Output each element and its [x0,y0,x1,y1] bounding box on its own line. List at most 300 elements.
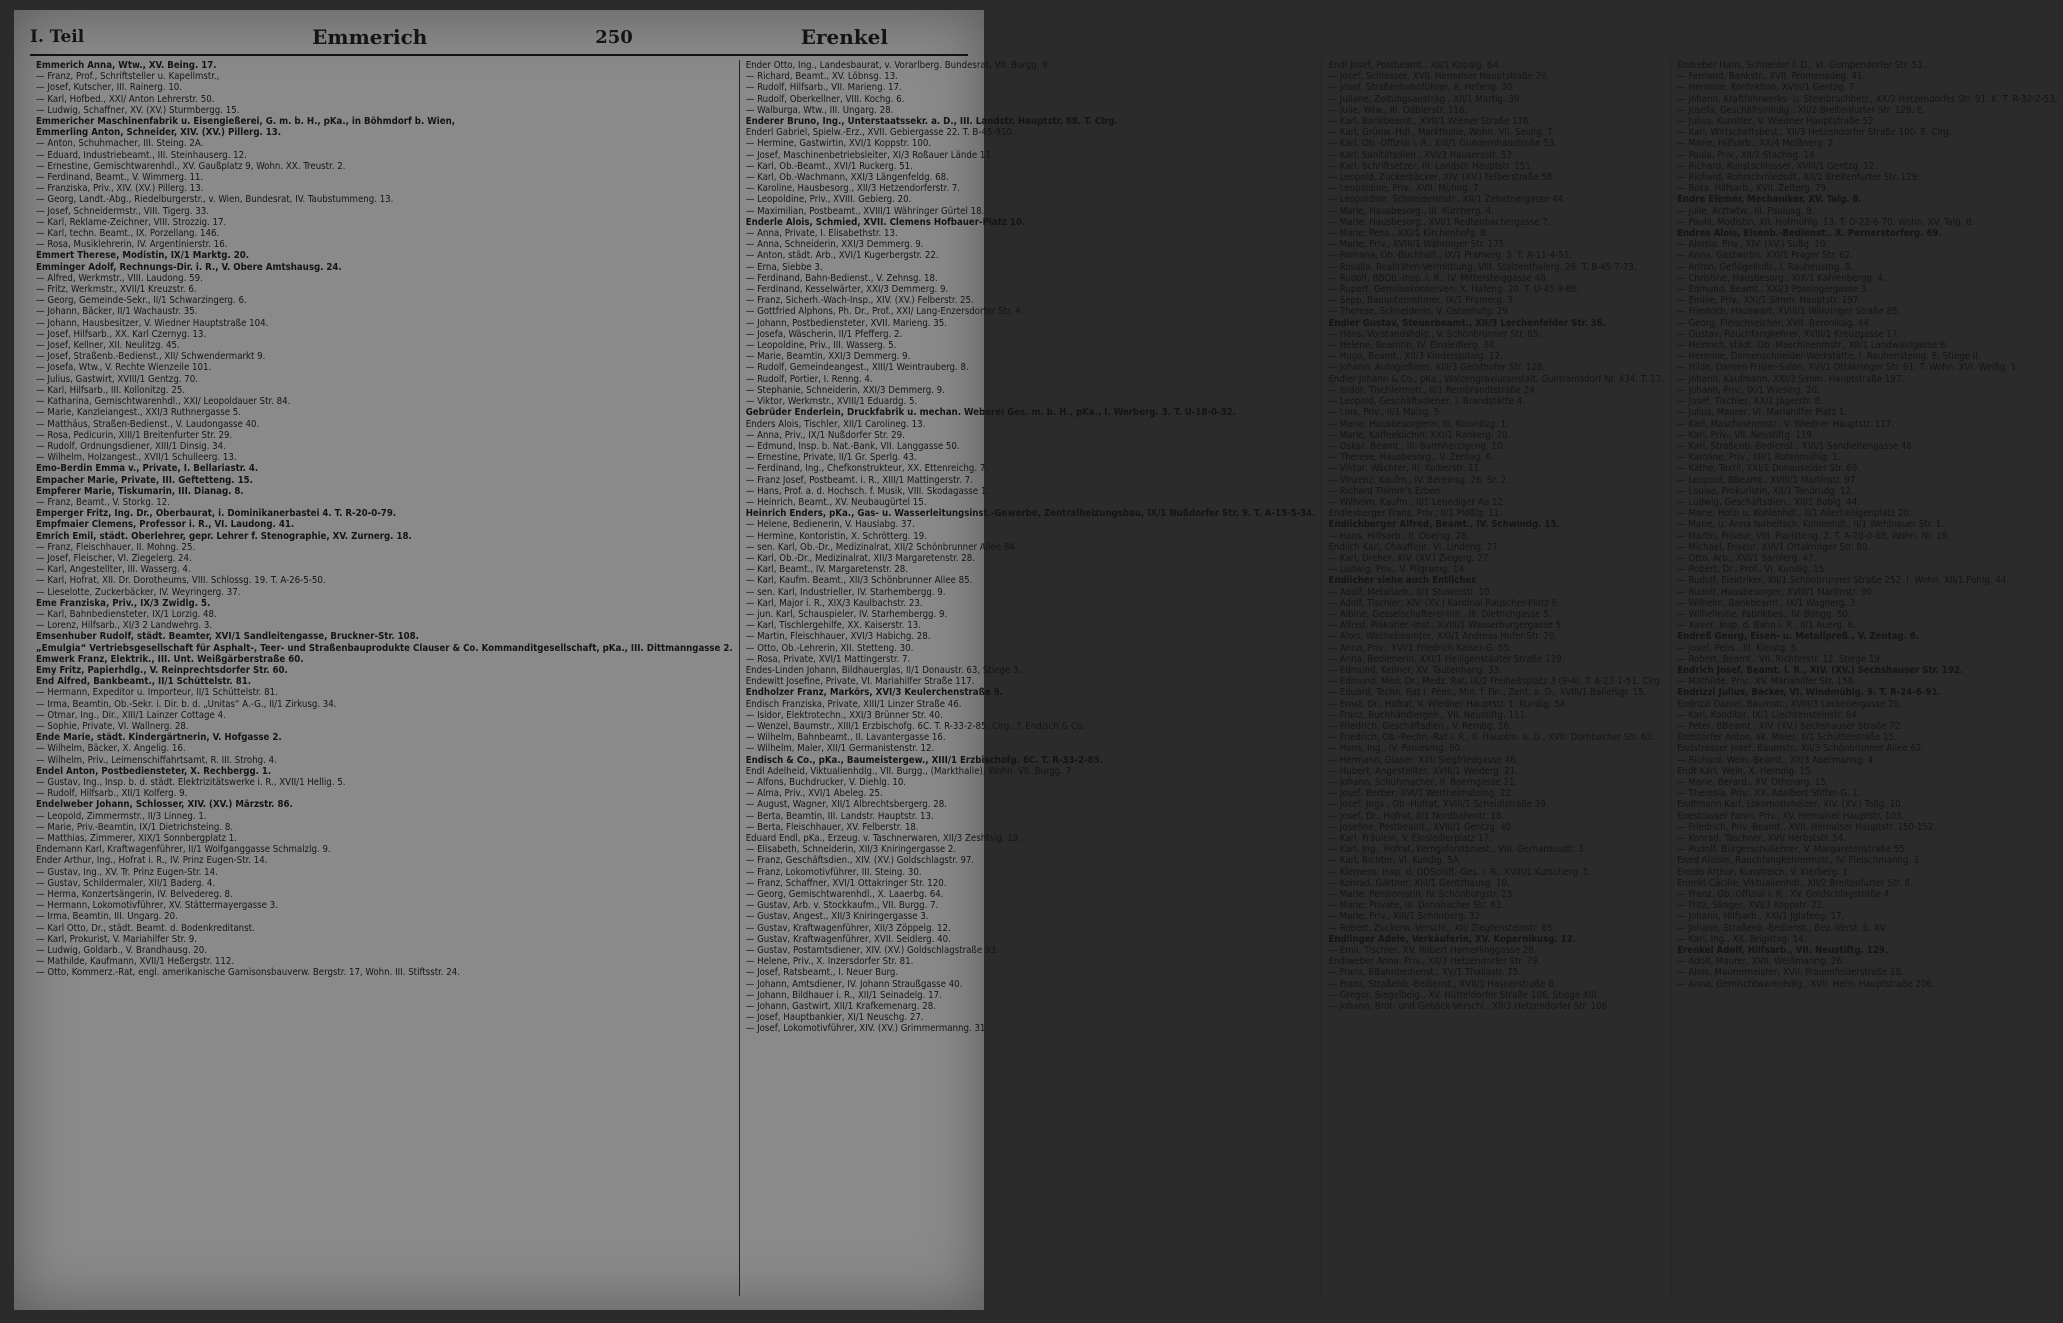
directory-entry: — Gustav, Kraftwagenführer, XII/3 Zöppelg. 12. [745,922,951,934]
directory-entry: Endrizzi Julius, Bäcker, VI. Windmühlg. 9. T. R-24-6-91. [1677,687,1941,699]
directory-entry: Eme Franziska, Priv., IX/3 Zwidlg. 5. [36,597,211,609]
directory-entry: — Gustav, Rauchfangkehrer, XVIII/1 Kreuzgasse 17. [1677,328,1900,340]
directory-entry: — Gregor, Siegelbeig., XV. Hütteldorfer Straße 106, Stiege XIII. [1328,989,1600,1001]
directory-entry: — Adolf, Maurer, XVII. Weißmanng. 26. [1677,956,1845,968]
directory-entry: — Johann, Priv., IX/1 Wiesing. 20. [1677,384,1820,396]
directory-entry: Emperger Fritz, Ing. Dr., Oberbaurat, i. Dominikanerbastei 4. T. R-20-0-79. [36,508,397,520]
directory-entry: — Hans, Vorstandshdlg., V. Schönbrunner Str. 85. [1328,328,1542,340]
directory-entry: — Karl, Dreher, XIV. (XV.) Ziegerg. 27. [1328,552,1491,564]
directory-entry: — sen. Karl, Industrieller, IV. Starhembergg. 9. [745,586,946,598]
directory-entry: — Josef, Tischler, XX/1 Jägerstr. 8. [1677,396,1823,408]
directory-entry: — Lorenz, Hilfsarb., XI/3 2 Landwehrg. 3. [36,620,213,632]
directory-entry: — Wilhelm, Holzangest., XVII/1 Schulleerg. 13. [36,452,237,464]
directory-entry: Emrich Emil, städt. Oberlehrer, gepr. Lehrer f. Stenographie, XV. Zurnerg. 18. [36,530,412,542]
directory-entry: Endholzer Franz, Markörs, XVI/3 Keulerchenstraße 9. [745,687,1003,699]
directory-entry: — Josef, Schlosser, XVII. Hernalser Hauptstraße 20. [1328,71,1550,83]
directory-entry: Gebrüder Enderlein, Druckfabrik u. mechan. Weberei Ges. m. b. H., pKa., I. Werberg. 3. T. U-18-0-32. [745,407,1236,419]
directory-entry: — Franziska, Priv., XIV. (XV.) Pillerg. 13. [36,183,204,195]
directory-entry: — Franz, Prof., Schriftsteller u. Kapellmstr., [36,71,220,83]
directory-entry: — Franz, Beamt., V. Storkg. 12. [36,496,171,508]
directory-entry: — Gustav, Schildermaler, XII/1 Baderg. 4. [36,877,216,889]
directory-entry: — Rudolf, Portier, I. Renng. 4. [745,373,873,385]
directory-entry: — Ernestine, Gemischtwarenhdl., XV. Gaußplatz 9, Wohn. XX. Treustr. 2. [36,160,346,172]
first-entry-keyword: Emmerich [312,25,428,49]
directory-entry: — Wenzel, Baumstr., XIII/1 Erzbischofg. 6C. T. R-33-2-85, Clrg., f. Endisch & Co. [745,720,1085,732]
directory-entry: — Leopold, Geschäftsdiener, I. Brandstätte 4. [1328,396,1525,408]
directory-entry: — Hilde, Damen-Frisier-Salon, XVI/1 Ottakringer Str. 61. T. Wohn. XVI. Weißg. 1. [1677,362,2019,374]
directory-entry: — Karoline, Hausbesorg., XII/3 Hetzendorferstr. 7. [745,183,961,195]
directory-entry: — Michael, Friseur, XVI/1 Ottakringer Str. 80. [1677,541,1871,553]
directory-entry: End Alfred, Bankbeamt., II/1 Schüttelstr. 81. [36,676,252,688]
directory-entry: — Georg, Fleischselcher, XVII. Beronikag. 44. [1677,317,1872,329]
directory-entry: — Julius, Gastwirt, XVIII/1 Gentzg. 70. [36,373,199,385]
directory-entry: — Josef, Hauptbankier, XI/1 Neuschg. 27. [745,1012,924,1024]
directory-entry: — Josef, Straßenb.-Bedienst., XII/ Schwendermarkt 9. [36,351,266,363]
directory-entry: — Georg, Gemischtwarenhdl., X. Laaerbg. 64. [745,889,944,901]
directory-entry: — Marie, u. Anna Isabeltsch, Kohlenhdl., II/1 Wehlnauer Str. 1. [1677,519,1945,531]
directory-entry: — Anna, Priv., XVI/1 Friedrich Kaiser-G. 55. [1328,642,1512,654]
directory-entry: — Johann, Gastwirt, XII/1 Krafkemenarg. 28. [745,1001,936,1013]
directory-entry: — Johann, Bildhauer i. R., XII/1 Seinadelg. 17. [745,989,942,1001]
directory-entry: — Ferdinand, Kesselwärter, XXI/3 Demmerg. 9. [745,284,949,296]
directory-entry: — Friedrich, Ob.-Rechn.-Rat i. R., II. Hauptm. a. D., XVII. Dornbacher Str. 63. [1328,732,1655,744]
directory-entry: — Franz, Sicherh.-Wach-Insp., XIV. (XV.) Felberstr. 25. [745,295,974,307]
directory-entry: Endt Karl, Wein, X. Herndlg. 15. [1677,765,1814,777]
directory-entry: — Isidor, Elektrotechn., XXI/3 Brünner Str. 40. [745,709,943,721]
directory-entry: — Anna, Bedienerin, XXI/1 Heiligenstädter Straße 129. [1328,653,1565,665]
directory-entry: — Louise, Prokuristin, XII/1 Tandrudg. 12. [1677,485,1854,497]
column-1 [30,60,739,1296]
directory-entry: Empferer Marie, Tiskumarin, III. Dianag. 8. [36,485,244,497]
directory-entry: — Ferdinand, Beamt., V. Wimmerg. 11. [36,172,204,184]
directory-entry: Heinrich Enders, pKa., Gas- u. Wasserleitungsinst.-Gewerbe, Zentralheizungsbau, IX/1 Nußdorfer Str. 9. T. A-15-5-34. [745,508,1316,520]
directory-entry: — Karl, Hilfsarb., III. Kollonitzg. 25. [36,384,186,396]
last-entry-keyword: Erenkel [800,25,888,49]
directory-entry: — Therese, Hausbesorg., V. Zentag. 6. [1328,452,1494,464]
directory-entry: Enestrasser Fanni, Priv., XV. Hernalser Hauptstr. 103. [1677,810,1905,822]
directory-entry: — Julie, Arztwtw., III. Paulusg. 8. [1677,205,1815,217]
directory-entry: — Rosa, Private, XVI/1 Mattingerstr. 7. [745,653,911,665]
directory-entry: — Gustav, Angest., XII/3 Kniringergasse 3. [745,911,929,923]
directory-entry: — Richard, Kunstschlosser, XVIII/1 Gentzg. 12. [1677,160,1878,172]
directory-entry: — Herma, Konzertsängerin, IV. Belvedereg. 8. [36,889,233,901]
directory-entry: Ender Otto, Ing., Landesbaurat, v. Vorarlberg. Bundesrat, VII. Burgg. 9. [745,60,1051,71]
directory-entry: — Johann, Brot- und Gebäck-Verschl., XII/3 Hetzendorfer Str. 106. [1328,1001,1610,1013]
directory-entry: — Rudolf, Hilfsarb., VII. Marieng. 17. [745,82,902,94]
directory-entry: — Johann, Postbediensteter, XVII. Marieng. 35. [745,317,948,329]
directory-entry: Endel Anton, Postbediensteter, X. Rechbergg. 1. [36,765,272,777]
directory-entry: — August, Wagner, XII/1 Albrechtsbergerg. 28. [745,799,947,811]
directory-entry: — Leopoldine, Priv., XVII. Mühng. 7. [1328,183,1482,195]
directory-entry: — Edmund, Kellner, XV. Tautenhang. 33. [1328,664,1502,676]
directory-entry: Emwerk Franz, Elektrik., III. Unt. Weißgärberstraße 60. [36,653,304,665]
directory-entry: — Alfons, Buchdrucker, V. Diehlg. 10. [745,777,907,788]
directory-entry: — Leopold, Zuckerbäcker, XIV. (XV.) Felberstraße 58. [1328,172,1556,184]
directory-entry: — Lina, Priv., II/1 Malzg. 5. [1328,407,1442,419]
directory-entry: — Karl, Major i. R., XIX/3 Kaulbachstr. 23. [745,597,923,609]
directory-entry: — Franz, Ob.-Offizial i. R., XV. Goldschlagstraße 4. [1677,889,1892,901]
directory-entry: — Josef, Kutscher, III. Rainerg. 10. [36,82,183,94]
directory-entry: — Karl, Ob.-Dr., Medizinalrat, XII/3 Margaretenstr. 28. [745,552,975,564]
directory-entry: — Wilhelm, Bäcker, X. Angelig. 16. [36,743,186,755]
directory-entry: — Alma, Priv., XVI/1 Abeleg. 25. [745,788,883,800]
directory-entry: — Johann, Straßenb.-Bedienst., Bez.-Verst. b. XV. [1677,922,1888,934]
directory-entry: — Wilhelm, Bahnbeamt., II. Lavantergasse 16. [745,732,946,744]
directory-entry: — Emil, Tischler, XV. Robert Hamerlinggasse 28. [1328,945,1537,957]
directory-entry: — Viktor, Wächter, III. Kolberstr. 11. [1328,463,1482,475]
directory-entry: — Karl, Sanitätsdien., XVI/3 Hausersstr. 53. [1328,149,1515,161]
directory-entry: — Anna, Priv., IX/1 Nußdorfer Str. 29. [745,429,905,441]
directory-entry: — Hugo, Beamt., XII/3 Kinderspitalg. 12. [1328,351,1503,363]
directory-entry: — Marie, Kanzleiangest., XXI/3 Ruthnergasse 5. [36,407,241,419]
directory-entry: — Hermine, Kontoristin, X. Schrötterg. 19. [745,530,927,542]
directory-entry: — Josef, Maschinenbetriebsleiter, XI/3 Roßauer Lände 11. [745,149,994,161]
directory-entry: Emmericher Maschinenfabrik u. Eisengießerei, G. m. b. H., pKa., in Böhmdorf b. Wien, [36,116,456,128]
directory-entry: — Friedrich, Hauswart, XVIII/1 Währinger Straße 85. [1677,306,1901,318]
directory-entry: — Mathilde, Priv., XV. Mariahilfer Str. 158. [1677,676,1856,688]
directory-entry: — Josefa, Wäscherin, II/1 Pfefferg. 2. [745,328,903,340]
directory-entry: — Hans, Hilfsarb., II. Obersg. 28. [1328,530,1470,542]
directory-entry: — Gustav, Arb. v. Stockkaufm., VII. Burgg. 7. [745,900,939,912]
directory-entry: Endreß Georg, Eisen- u. Metallpreß., V. Zentag. 6. [1677,631,1920,643]
directory-entry: — Josef, Kellner, XII. Neulitzg. 45. [36,340,180,352]
directory-entry: — Marie, Berard., XV. Othmarg. 15. [1677,777,1829,788]
directory-entry: — Wilhelm, Bankbeamt., IX/1 Wagnerg. 3. [1677,597,1859,609]
directory-entry: — Irma, Beamtin, Ob.-Sekr. i. Dir. b. d. „Unitas“ A.-G., II/1 Zirkusg. 34. [36,698,337,710]
directory-entry: — Fernand, Bankstr., XVII. Promenadeg. 41. [1677,71,1866,83]
directory-entry: — Rosa, Pedicurin, XIII/1 Breitenfurter Str. 29. [36,429,233,441]
directory-entry: Endstorfer Anton, ak. Maler, II/1 Schüttelstraße 15. [1677,732,1897,744]
directory-entry: — Leopold, Zimmermstr., II/3 Linneg. 1. [36,810,207,822]
directory-entry: — Hermann, Lokomotivführer, XV. Stättermayergasse 3. [36,900,278,912]
directory-entry: — Marie, Private, III. Donabacher Str. 63. [1328,900,1504,912]
directory-entry: — Hermann, Glaser, XXI/ Siegfriedgasse 48. [1328,754,1519,766]
directory-entry: — Romana, Ob.-Buchhalt., IX/1 Pramerg. 3. T. A-11-4-51. [1328,250,1573,262]
directory-entry: — Marie, Beamtin, XXI/3 Demmerg. 9. [745,351,911,363]
directory-entry: Emminger Adolf, Rechnungs-Dir. i. R., V. Obere Amtshausg. 24. [36,261,342,273]
directory-entry: — Marie, Holz- u. Kohlenhdl., II/1 Allerheiligenplatz 20. [1677,508,1912,520]
directory-entry: — Martin, Friseur, VIII. Piaristeng. 2. T. A-20-0-68, Wohn. Nr. 19. [1677,530,1950,542]
directory-entry: Endler Johann & Co., pKa., Walzengraviuranstalt, Guntramsdorf Nr. 434. T. 17. [1328,373,1665,385]
directory-entry: — Irma, Beamtin, III. Ungarg. 20. [36,911,178,923]
directory-entry: — Therese, Schneiderin, V. Ostenhofg. 29. [1328,306,1511,318]
directory-entry: — Friedrich, Priv.-Beamt., XVII. Hernalser Hauptstr. 150-152. [1677,821,1937,833]
directory-entry: — Karl, Beamt., IV. Margaretenstr. 28. [745,564,908,576]
directory-entry: — Fritz, Werkmstr., XVII/1 Kreuzstr. 6. [36,284,197,296]
directory-entry: — Rudolf, BBOb.-Insp. i. R., IV. Mittersteiggasse 48. [1328,272,1549,284]
directory-entry: Endisch & Co., pKa., Baumeistergew., XIII/1 Erzbischofg. 6C. T. R-33-2-85. [745,754,1103,766]
directory-entry: „Emulgia“ Vertriebsgesellschaft für Asphalt-, Teer- und Straßenbauprodukte Clauser & Co. Kommanditgesellschaft, pKa., III. Dittmanngasse 2. [36,642,733,654]
directory-entry: — Sophie, Private, VI. Wallnerg. 28. [36,720,189,732]
directory-entry: — Hubert, Angestellter, XVIII/1 Weiderg. 21. [1328,765,1518,777]
directory-entry: Emmerich Anna, Wtw., XV. Being. 17. [36,60,217,71]
directory-entry: Endlesberger Franz, Priv., II/1 Plößlg. 11. [1328,508,1503,520]
directory-entry: — Marie, Kaffeeköchin, XXI/1 Rankerg. 20. [1328,429,1511,441]
directory-entry: Endisch Franziska, Private, XIII/1 Linzer Straße 46. [745,698,962,710]
directory-entry: — Karl, Reklame-Zeichner, VIII. Strozzig. 17. [36,216,227,228]
directory-entry: — Ferdinand, Ing., Chefkonstrukteur, XX. Ettenreichg. 7. [745,463,989,475]
directory-entry: — Karl, Wirtschaftsbest., XII/3 Hetzendorfer Straße 100. E. Clrg. [1677,127,1952,139]
directory-entry: — Leopoldine, Priv., III. Wasserg. 5. [745,340,897,352]
directory-entry: — Wilhelm, Kaufm., II/1 Lenediger Au 12. [1328,496,1506,508]
directory-entry: — Karl, Ob.-Offizial i. R., XIII/1 Gundernhaustraße 53. [1328,138,1557,150]
entry-columns [30,60,2058,1296]
directory-entry: — Karl, techn. Beamt., IX. Porzellang. 146. [36,228,220,240]
directory-entry: Endemann Karl, Kraftwagenführer, II/1 Wolfganggasse Schmalzlg. 9. [36,844,331,856]
directory-entry: — Gustav, Ing., XV. Tr. Prinz Eugen-Str. 14. [36,866,218,878]
directory-entry: — Rosa, Musiklehrerin, IV. Argentinierstr. 16. [36,239,228,251]
directory-entry: — Karl, Ob.-Wachmann, XXI/3 Längenfeldg. 68. [745,172,949,184]
directory-entry: Endstrasser Josef, Baumstr., XII/3 Schönbrunner Allee 62. [1677,743,1925,755]
directory-entry: — Anna, Gemischtwarenhdlg., XVII. Hern. Hauptstraße 206. [1677,978,1935,990]
directory-entry: — Karl, Ob.-Beamt., XVI/1 Ruckerg. 51. [745,160,913,172]
directory-entry: — Edmund, Med. Dr., Medz. Rat, IX/2 Freiheitsplatz 3 (9-4). T. A-23-1-51. Clrg. [1328,676,1663,688]
directory-entry: — Franz Josef, Postbeamt. i. R., XIII/1 Mattingerstr. 7. [745,474,973,486]
directory-entry: — Aloisia, Priv., XIV. (XV.) Sußg. 10. [1677,239,1829,251]
directory-entry: Endlicher siehe auch Entlicher. [1328,575,1478,587]
directory-entry: — Josef, Straßenbahnführer, X. Hefeng. 30. [1328,82,1515,94]
directory-entry: — Anna, Private, I. Elisabethstr. 13. [745,228,898,240]
directory-entry: — Erna, Siebbe 3. [745,261,823,273]
directory-entry: — Franz, Geschäftsdien., XIV. (XV.) Goldschlagstr. 97. [745,855,975,867]
directory-entry: — Richard, Wein.-Beamt., XII/3 Abermanng. 4. [1677,754,1876,766]
directory-entry: — Josefine, Postbeamt., XVIII/1 Gentzg. 40. [1328,821,1514,833]
directory-entry: — Albine, Gesselschafterei-Inh., III. Dietrichgasse 5. [1328,608,1552,620]
directory-entry: — Franz, Straßenb.-Bedienst., XVII/1 Hasnerstraße 8. [1328,978,1557,990]
directory-entry: — Karl, Hofbed., XXI/ Anton Lehrerstr. 50. [36,93,215,105]
directory-entry: — Franz, BBahnbedienst., XV/1 Thaliastr. 75. [1328,967,1521,979]
directory-entry: — Maximilian, Postbeamt., XVIII/1 Währinger Gürtel 18. [745,205,985,217]
directory-entry: — Katharina, Gemischtwarenhdl., XXI/ Leopoldauer Str. 84. [36,396,291,408]
directory-entry: — Ernestine, Private, II/1 Gr. Sperlg. 43. [745,452,917,464]
directory-entry: — Elisabeth, Schneiderin, XII/3 Kniringergasse 2. [745,844,957,856]
directory-entry: — Franz, Fleischhauer, II. Mohng. 25. [36,541,196,553]
directory-entry: — Vinzenz, Kaufm., IV. Bereinsg. 26. Sr. 2. [1328,474,1509,486]
directory-entry: — Josefa, Wtw., V. Rechte Wienzeile 101. [36,362,212,374]
directory-entry: — Gustav, Ing., Insp. b. d. städt. Elektrizitätswerke i. R., XVII/1 Hellig. 5. [36,777,346,788]
directory-entry: — Karl, Maschinenmstr., V. Wiedner Hauptstr. 117. [1677,418,1895,430]
directory-entry: — Karoline, Priv., XII/1 Rotenmühlg. 1. [1677,452,1841,464]
directory-entry: — Ludwig, Geschäftsdien., XII/1 Bobig. 44. [1677,496,1861,508]
directory-entry: — Gottfried Alphons, Ph. Dr., Prof., XXI/ Lang-Enzersdorfer Str. 4. [745,306,1024,318]
directory-entry: — Xaver, Insp. d. Bahn i. R., II/1 Auerg. 6. [1677,620,1856,632]
directory-entry: — Otto, Kommerz.-Rat, engl. amerikanische Garnisonsbauverw. Bergstr. 17, Wohn. III. Stiftsstr. 24. [36,967,460,979]
directory-entry: — Johann, Kraftfahrwerks- u. Steinbruchbetr., XX/2 Hetzendorfer Str. 91. K. T. R-32-2-53. [1677,93,2058,105]
header-rule [30,54,968,56]
directory-entry: — Hermine, Gastwirtin, XVI/1 Koppstr. 100. [745,138,932,150]
directory-entry: Endlichberger Alfred, Beamt., IV. Schwindg. 15. [1328,519,1560,531]
directory-entry: — Georg, Landt.-Abg., Riedelburgerstr., v. Wien, Bundesrat, IV. Taubstummeng. 13. [36,194,394,206]
directory-entry: — Marie, Priv., XIII/1 Schönberg. 32. [1328,911,1483,923]
directory-entry: Enedo Arthur, Kunstreich, V. Kierberg. 1. [1677,866,1851,878]
directory-entry: — Hans, Prof. a. d. Hochsch. f. Musik, VIII. Skodagasse 1. [745,485,990,497]
directory-entry: — Eduard, Techn. Rat i. Pens., Min. f. Fin., Zent. a. D., XVIII/1 Ballefsgr. 15. [1328,687,1647,699]
column-2 [739,60,1322,1296]
directory-entry: — Ludwig, Priv., V. Pilgramg. 14. [1328,564,1467,576]
directory-entry: — Berta, Fleischhauer, XV. Felberstr. 18. [745,821,919,833]
directory-entry: — Rudolf, Hilfsarb., XII/1 Kolferg. 9. [36,788,188,800]
directory-entry: — Anton, Schuhmacher, III. Steing. 2A. [36,138,204,150]
directory-entry: — Gustav, Kraftwagenführer, XVII. Seidlerg. 40. [745,933,951,945]
directory-entry: — Anton, Geflügelhdlr., I. Rauheustng. 8. [1677,261,1854,273]
directory-entry: — Josef, Hilfsarb., XX. Karl Czernyg. 13. [36,328,207,340]
directory-entry: — Ernst, Dr., Hofrat, V. Wiedner Hauptstr. 1. Kundig. 5A. [1328,698,1569,710]
directory-entry: — Alois, Wachebeamter, XXI/1 Andreas Hofer-Str. 20. [1328,631,1558,643]
directory-entry: — Josef, Dr., Hofrat, II/1 Nordbahnstr. 18. [1328,810,1505,822]
directory-entry: — Anton, städt. Arb., XVI/1 Kugerbergstr. 22. [745,250,939,262]
directory-entry: — Christine, Hausbesorg., XIX/1 Kahlenbergg. 4. [1677,272,1886,284]
directory-entry: — Karl, Bankbeamt., XVII/1 Wiener Straße 176. [1328,116,1532,128]
directory-entry: — Franz, Lokomotivführer, III. Steing. 30. [745,866,922,878]
directory-entry: — Karl, Straßenb.-Bedienst., XVI/1 Sandleitengasse 48. [1677,440,1915,452]
directory-entry: — Marie, Hausbesorgerin, III. Kolonitzg. 1. [1328,418,1509,430]
directory-entry: — Julius, Kunstler, V. Wiedner Hauptstraße 52. [1677,116,1877,128]
directory-entry: — Hans, Ing., IV. Paniesrng. 60. [1328,743,1463,755]
directory-entry: — Johann, Amtsdiener, IV. Johann Straußgasse 40. [745,978,963,990]
directory-entry: — Karl, Kaufm. Beamt., XII/3 Schönbrunner Allee 85. [745,575,973,587]
directory-entry: — Karl, Bahnbediensteter, IX/1 Lorzig. 48. [36,608,217,620]
directory-entry: — Helene, Beamtin, IV. Einsiedlerg. 34. [1328,340,1497,352]
directory-entry: — Friedrich, Geschäftsdien., V. Rembg. 16. [1328,720,1512,732]
directory-entry: — Anna, Schneiderin, XXI/3 Demmerg. 9. [745,239,924,251]
directory-entry: — Josef, Fleischer, VI. Ziegelerg. 24. [36,552,192,564]
directory-entry: — Johann, Autogießerei, XIII/3 Gersthofer Str. 128. [1328,362,1546,374]
directory-entry: — Karl, Ing., XX. Brigittag. 14. [1677,933,1807,945]
directory-entry: — Karl, Fräulein, V. Einsiedlerplatz 17. [1328,833,1492,845]
directory-entry: — Ludwig, Goldarb., V. Brandhausg. 20. [36,945,208,957]
directory-entry: Endler Gustav, Steuerbeamt., XII/3 Lerchenfelder Str. 36. [1328,317,1606,329]
directory-entry: — Robert, Dr., Prof., VI. Kundig. 15. [1677,564,1827,576]
directory-entry: — Peter, BBeamt., XIV. (XV.) Sechshauser Straße 72. [1677,720,1903,732]
directory-entry: — Karl, Angestellter, III. Wasserg. 4. [36,564,191,576]
directory-entry: — Juliane, Zeitungsausträg., XII/1 Martig. 39. [1328,93,1523,105]
directory-entry: Ender Arthur, Ing., Hofrat i. R., IV. Prinz Eugen-Str. 14. [36,855,268,867]
directory-entry: — Rosa, Hilfsarb., XVII. Zelterg. 79. [1677,183,1829,195]
directory-entry: Ende Marie, städt. Kindergärtnerin, V. Hofgasse 2. [36,732,282,744]
directory-entry: — Emilie, Priv., XXI/1 Simm. Hauptstr. 197. [1677,295,1861,307]
directory-entry: — Karl, Hofrat, XII. Dr. Dorotheums, VIII. Schlossg. 19. T. A-26-5-50. [36,575,326,587]
directory-entry: Empfmaier Clemens, Professor i. R., VI. Laudong. 41. [36,519,295,531]
directory-entry: Endrizzi Daniel, Baumstr., XVIII/3 Lackenergasse 20. [1677,698,1902,710]
directory-entry: — Marie, Hausbesorg., XVI/1 Redtenbachergasse 7. [1328,216,1551,228]
directory-entry: — Karl, Schriftsetzer, III. Landstr. Hauptstr. 151. [1328,160,1534,172]
directory-entry: — Rupert, Gemüsekonserven, X. Hafeng. 20. T. U-45-9-86. [1328,284,1580,296]
directory-entry: — Anna, Gastwirtin, XXI/1 Prager Str. 62. [1677,250,1853,262]
directory-entry: — Oskar, Beamt., III. Barmherzigeng. 10. [1328,440,1506,452]
directory-entry: — Otto, Ob.-Lehrerin, XII. Stetteng. 30. [745,642,914,654]
directory-entry: Endlinger Adele, Verkäuferin, XV. Kopernikusg. 12. [1328,933,1577,945]
directory-entry: — Karl, Grünw.-Hdl., Markthalle, Wohn. VII. Seidlg. 7. [1328,127,1556,139]
directory-entry: — Klemens, Insp. d. DDSchiff.-Ges. i. R., XVIII/1 Kutscherg. 1. [1328,866,1592,878]
directory-entry: — Marie, Priv.-Beamtin, IX/1 Dietrichsteing. 8. [36,821,234,833]
directory-entry: — Richard Thimm's Erben. [1328,485,1443,497]
directory-entry: — Adolf, Metallarb., II/1 Stuwerstr. 10. [1328,586,1493,598]
directory-entry: — Adolf, Tischler, XIV. (XV.) Kardinal Rauscher-Platz 6. [1328,597,1560,609]
directory-entry: — Fritz, Sänger, XVI/3 Koppstr. 22. [1677,900,1825,912]
directory-entry: — Rosalia, Realitäten-Vermittlung, VIII. Stolzenthalerg. 26. T. B-45-7-73. [1328,261,1637,273]
directory-entry: — Franz, Schaffner, XVI/1 Ottakringer Str. 120. [745,877,947,889]
directory-page [14,10,2058,1310]
directory-entry: — Marie, Hausbesorg., III. Kürcherg. 4. [1328,205,1494,217]
directory-entry: — Johann, Bäcker, II/1 Wachaustr. 35. [36,306,198,318]
column-4 [1670,60,2063,1296]
directory-entry: — Gustav, Postamtsdiener, XIV. (XV.) Goldschlagstraße 93. [745,945,999,957]
directory-entry: — Georg, Gemeinde-Sekr., II/1 Schwarzingerg. 6. [36,295,247,307]
directory-entry: Endtmann Karl, Lokomotivheizer, XIV. (XV.) Toßg. 10. [1677,799,1904,811]
directory-entry: — Franz, Buchhändlergeh., VII. Neustiftg. 111. [1328,709,1528,721]
directory-entry: — Josef, Jngs., Ob.-Hofrat, XVIII/1 Scheidlstraße 39. [1328,799,1549,811]
directory-entry: — Josef, Berber, XVI/1 Wertheimsteing. 22. [1328,788,1514,800]
directory-entry: — Isidor, Tischlermstr., II/1 Rembrandtstraße 24. [1328,384,1538,396]
directory-entry: — Ferdinand, Bahn-Bedienst., V. Zehnsg. 18. [745,272,938,284]
directory-entry: — Josef, Schneidermstr., VIII. Tigerg. 33. [36,205,209,217]
part-label: I. Teil [30,27,85,47]
directory-entry: — Karl, Jng., Hofrat, Kerngsforstbriest., VIII. Gerhardusstr. 3. [1328,844,1587,856]
directory-entry: — sen. Karl, Ob.-Dr., Medizinalrat, XII/2 Schönbrunner Allee 84. [745,541,1018,553]
directory-entry: — Karl, Prokurist, V. Mariahilfer Str. 9. [36,933,197,945]
directory-entry: Emmert Therese, Modistin, IX/1 Marktg. 20. [36,250,250,262]
directory-entry: — Helene, Priv., X. Inzersdorfer Str. 81. [745,956,914,968]
directory-entry: — Leopoldine, Schneidermstr., XII/1 Zehetnergasse 44. [1328,194,1566,206]
directory-entry: — Edmund, Insp. b. Nat.-Bank, VII. Langgasse 50. [745,440,960,452]
directory-entry: — Josef, Ratsbeamt., I. Neuer Burg. [745,967,899,979]
directory-entry: — Paula, Modistin, XII. Hofmühlg. 13. T. D-22-6-70, Wohn. XV. Talg. 8. [1677,216,1975,228]
directory-entry: — Theresia, Priv., XX. Adalbert Stifter-G. 1. [1677,788,1861,800]
directory-entry: Enderle Alois, Schmied, XVII. Clemens Hofbauer-Platz 10. [745,216,1026,228]
directory-entry: — Konrad, Gärtner, XIII/1 Gentzhausg. 10. [1328,877,1510,889]
directory-entry: — Johann, Schuhmacher, II. Boerngasse 21. [1328,777,1518,788]
directory-entry: — Berta, Beamtin, III. Landstr. Hauptstr. 13. [745,810,934,822]
directory-entry: — Martin, Fleischhauer, XVI/3 Habichg. 28. [745,631,931,643]
directory-entry: — Alfred, Plakatier.-Inst., XVIII/1 Wasserburgergasse 5. [1328,620,1564,632]
directory-entry: — Rudolf, Gemeindeangest., XIII/1 Weintrauberg. 8. [745,362,969,374]
directory-entry: — Johann, Hilfsarb., XXI/1 Jglafeeg. 17. [1677,911,1845,923]
page-header [30,22,968,52]
directory-entry: — Lieselotte, Zuckerbäcker, IV. Weyringerg. 37. [36,586,241,598]
directory-entry: — Josef, Pens., III. Kleistg. 5. [1677,642,1799,654]
directory-entry: — Rudolf, Bürgerschullehrer, V. Margaretenstraße 55. [1677,844,1908,856]
directory-entry: — Rudolf, Hausbesorger, XVIII/1 Martinstr. 90. [1677,586,1875,598]
directory-entry: Endl Adelheid, Viktualienhdlg., VII. Burgg., (Markthalle), Wohn. VII. Burgg. 7. [745,765,1074,777]
directory-entry: Emsenhuber Rudolf, städt. Beamter, XVI/1 Sandleitengasse, Bruckner-Str. 108. [36,631,419,643]
directory-entry: — Marie, Pensionistin, IV. Schönburgstr. 23. [1328,889,1515,901]
directory-entry: — Marie, Hilfsarb., XX/4 Meißnerg. 2. [1677,138,1837,150]
directory-entry: Ened Aloisie, Rauchfangkehrermstr., IV. Fleischmanng. 1. [1677,855,1923,867]
directory-entry: — Johann, Kaufmann, XXI/3 Simm. Hauptstraße 197. [1677,373,1905,385]
directory-entry: — Eduard, Industriebeamt., III. Steinhauserg. 12. [36,149,247,161]
directory-entry: — Karl, Tischlergehilfe, XX. Kaiserstr. 13. [745,620,921,632]
directory-entry: — Wilhelm, Maler, XII/1 Germanistenstr. 12. [745,743,935,755]
directory-entry: — Julie, Wtw., III. Odbierstr. 116. [1328,104,1468,116]
directory-entry: — Mathilde, Kaufmann, XVII/1 Heßergstr. 112. [36,956,235,968]
directory-entry: Enenkl Cäcilie, Viktualienhdl., XII/2 Breitenfurter Str. 8. [1677,877,1913,889]
directory-entry: — Karl, Richter, VI. Kundig. 5A. [1328,855,1462,867]
directory-entry: — Johann, Hausbesitzer, V. Wiedner Hauptstraße 104. [36,317,269,329]
directory-entry: — Heinrich, Beamt., XV. Neubaugürtel 15. [745,496,927,508]
directory-entry: — Otto, Arb., XVI/1 Samlerg. 47. [1677,552,1817,564]
directory-entry: — Sepp, Bauunternehmer, IX/1 Pramerg. 3. [1328,295,1516,307]
directory-entry: — Matthäus, Straßen-Bedienst., V. Laudongasse 40. [36,418,260,430]
directory-entry: Endre Elemér, Mechaniker, XV. Talg. 8. [1677,194,1862,206]
directory-entry: Erenkel Adolf, Hilfsarb., VII. Neustiftg. 129. [1677,945,1889,957]
directory-entry: — Hermine, Konfektion, XVIII/1 Gentzg. 7. [1677,82,1858,94]
directory-entry: — Matthias, Zimmerer, XIX/1 Sonnbergplatz 1. [36,833,238,845]
directory-entry: Enderer Bruno, Ing., Unterstaatssekr. a. D., III. Landstr. Hauptstr. 88. T. Clrg. [745,116,1118,128]
directory-entry: Endrich Josef, Beamt. i. R., XIV. (XV.) Sechshauser Str. 192. [1677,664,1964,676]
directory-entry: — Käthe, Textil, XXI/1 Donauselder Str. 69. [1677,463,1861,475]
directory-entry: Endl Josef, Postbeamt., XII/1 Kopalg. 64. [1328,60,1501,71]
directory-entry: — Ludwig, Schaffner, XV. (XV.) Sturmbergg. 15. [36,104,240,116]
